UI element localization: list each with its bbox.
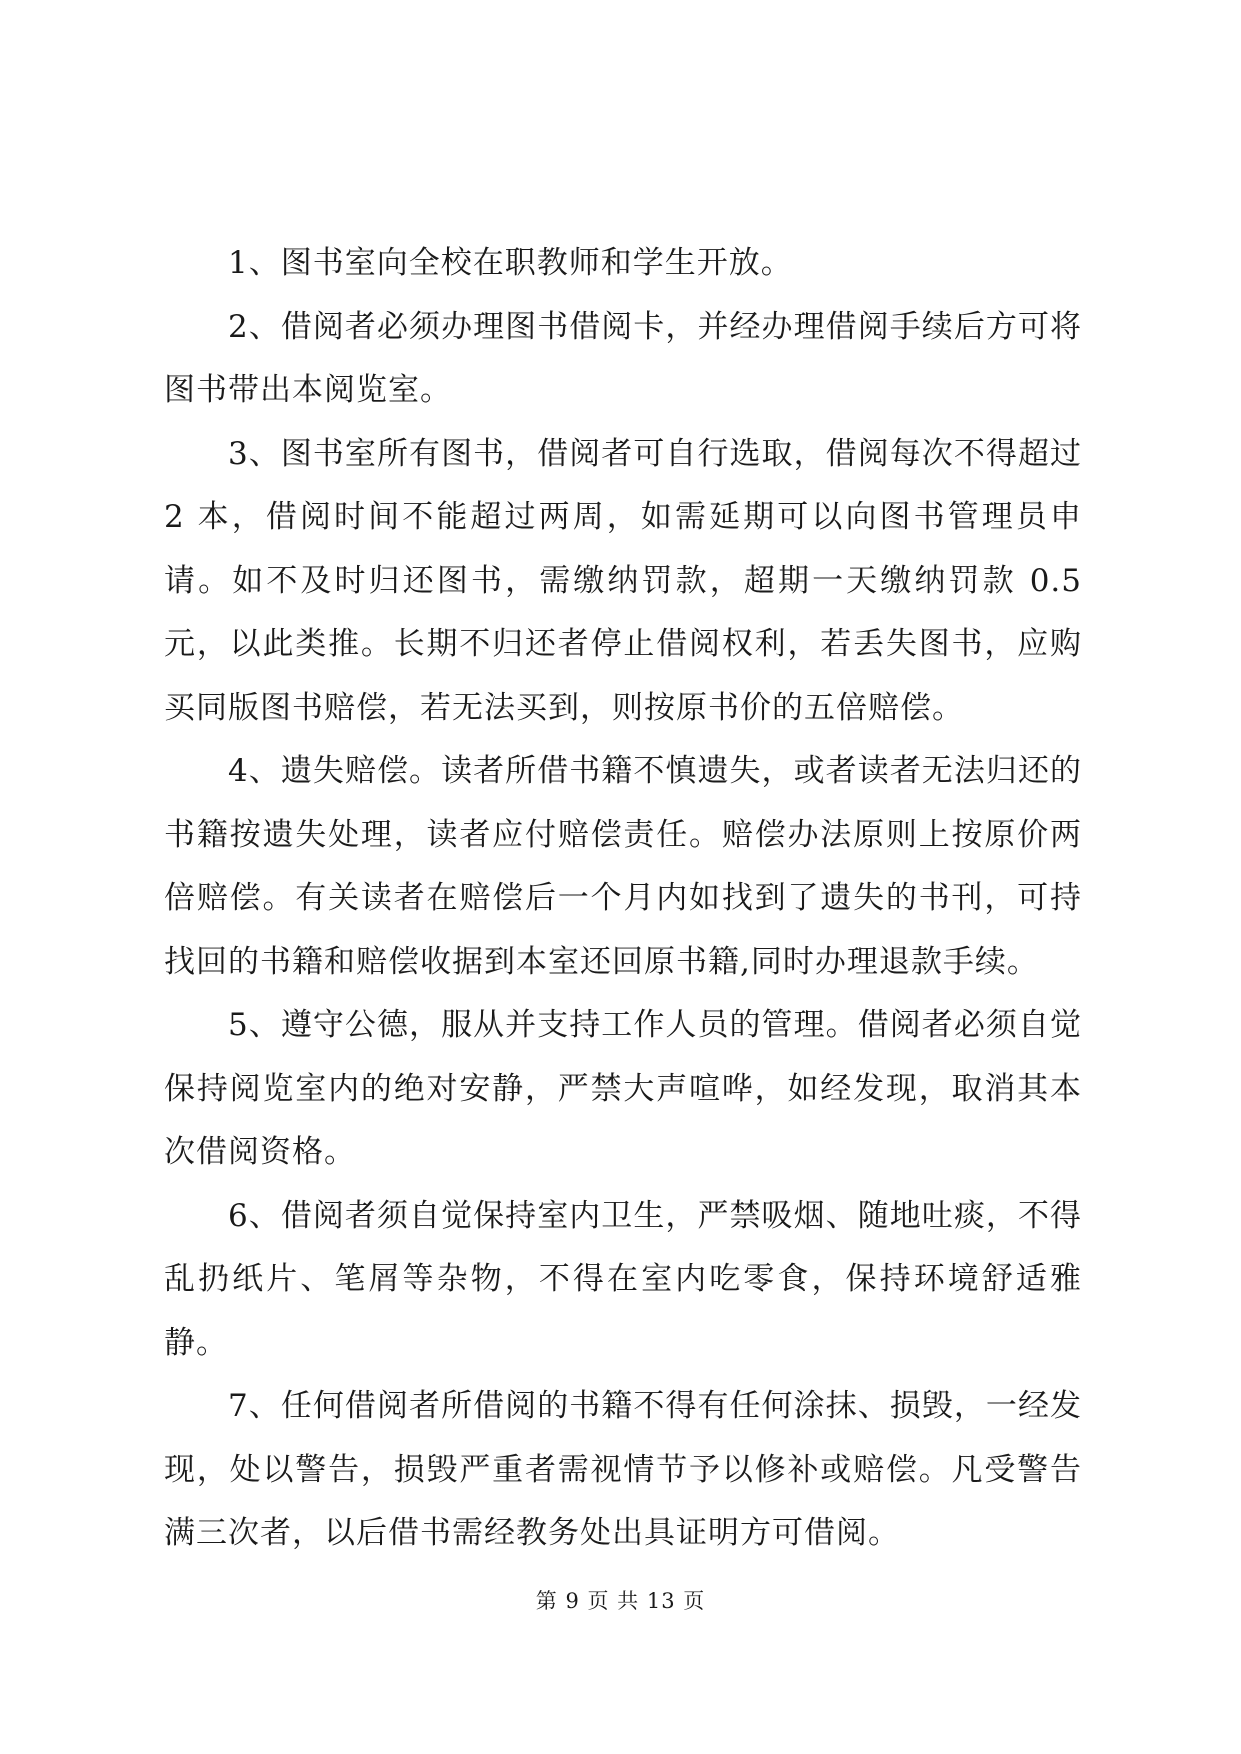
document-body	[164, 232, 1082, 1566]
paragraph-7: 7、任何借阅者所借阅的书籍不得有任何涂抹、损毁，一经发现，处以警告，损毁严重者需视情节予以修补或赔偿。凡受警告满三次者，以后借书需经教务处出具证明方可借阅。	[164, 1388, 1082, 1551]
paragraph-6: 6、借阅者须自觉保持室内卫生，严禁吸烟、随地吐痰，不得乱扔纸片、笔屑等杂物，不得在室内吃零食，保持环境舒适雅静。	[164, 1197, 1082, 1361]
paragraph-3: 3、图书室所有图书，借阅者可自行选取，借阅每次不得超过 2 本，借阅时间不能超过两周，如需延期可以向图书管理员申请。如不及时归还图书，需缴纳罚款，超期一天缴纳罚款 0.5 元，以此类推。长期不归还者停止借阅权利，若丢失图书，应购买同版图书赔偿，若无法买到，则按原书价的五倍赔偿。	[164, 435, 1082, 726]
paragraph-5: 5、遵守公德，服从并支持工作人员的管理。借阅者必须自觉保持阅览室内的绝对安静，严禁大声喧哗，如经发现，取消其本次借阅资格。	[164, 1007, 1082, 1170]
paragraph-2: 2、借阅者必须办理图书借阅卡，并经办理借阅手续后方可将图书带出本阅览室。	[164, 308, 1082, 408]
paragraph-1: 1、图书室向全校在职教师和学生开放。	[228, 245, 793, 281]
paragraph-4: 4、遗失赔偿。读者所借书籍不慎遗失，或者读者无法归还的书籍按遗失处理，读者应付赔偿责任。赔偿办法原则上按原价两倍赔偿。有关读者在赔偿后一个月内如找到了遗失的书刊，可持找回的书籍和赔偿收据到本室还回原书籍,同时办理退款手续。	[164, 753, 1082, 980]
page-footer: 第 9 页 共 13 页	[535, 1589, 706, 1613]
